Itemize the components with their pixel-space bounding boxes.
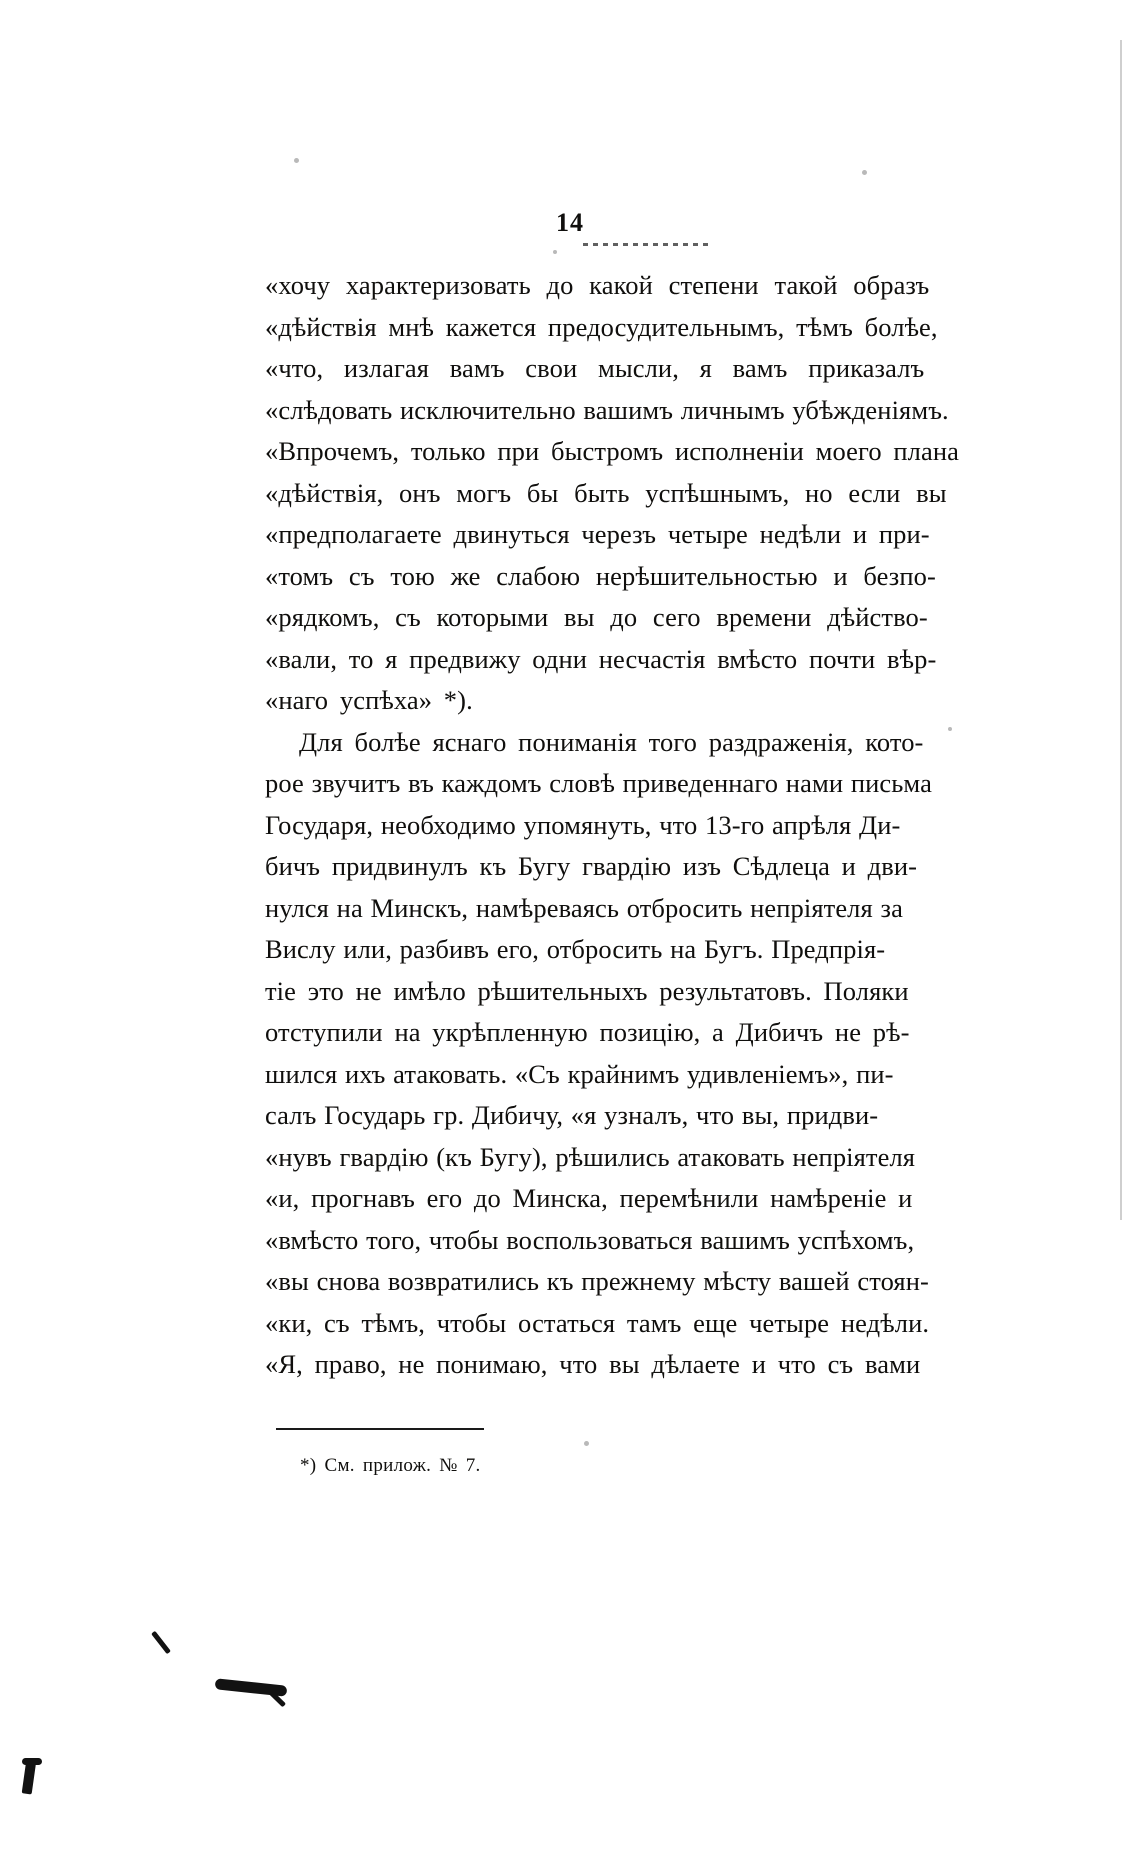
text-line: «томъ съ тою же слабою нерѣшительностью и безпо- xyxy=(265,560,936,591)
scan-smudge xyxy=(151,1631,171,1655)
text-line: «предполагаете двинуться черезъ четыре недѣли и при- xyxy=(265,519,930,549)
text-line: «дѣйствія мнѣ кажется предосудительнымъ, тѣмъ болѣе, xyxy=(265,311,938,342)
text-line: «слѣдовать исключительно вашимъ личнымъ убѣжденіямъ. xyxy=(265,394,949,425)
text-line: «вали, то я предвижу одни несчастія вмѣсто почти вѣр- xyxy=(265,643,937,674)
text-line: «и, прогнавъ его до Минска, перемѣнили намѣреніе и xyxy=(265,1183,913,1213)
text-line: «наго успѣха» *). xyxy=(265,685,473,715)
text-line: «дѣйствія, онъ могъ бы быть успѣшнымъ, но если вы xyxy=(265,477,947,508)
footnote-text: *) См. прилож. № 7. xyxy=(300,1455,481,1476)
scan-speck xyxy=(584,1441,589,1446)
text-line: «хочу характеризовать до какой степени такой образъ xyxy=(265,270,930,300)
text-line: «что, излагая вамъ свои мысли, я вамъ приказалъ xyxy=(265,353,925,383)
footnote-separator xyxy=(276,1428,484,1430)
text-line: «Я, право, не понимаю, что вы дѣлаете и что съ вами xyxy=(265,1349,921,1379)
text-line: отступили на укрѣпленную позицію, а Дибичъ не рѣ- xyxy=(265,1017,910,1047)
text-line: тіе это не имѣло рѣшительныхъ результатовъ. Поляки xyxy=(265,975,909,1006)
text-line: «рядкомъ, съ которыми вы до сего времени дѣйство- xyxy=(265,602,928,632)
text-line: рое звучитъ въ каждомъ словѣ приведеннаго нами письма xyxy=(265,768,932,798)
scan-speck xyxy=(862,170,867,175)
text-line: «вы снова возвратились къ прежнему мѣсту вашей стоян- xyxy=(265,1266,929,1296)
scan-speck xyxy=(294,158,299,163)
text-line: бичъ придвинулъ къ Бугу гвардію изъ Сѣдлеца и дви- xyxy=(265,851,918,881)
page-number-underline xyxy=(583,243,713,246)
text-line: нулся на Минскъ, намѣреваясь отбросить непріятеля за xyxy=(265,892,903,923)
text-line: Для болѣе яснаго пониманія того раздраженія, кото- xyxy=(299,726,924,757)
text-line: Вислу или, разбивъ его, отбросить на Бугъ. Предпрія- xyxy=(265,934,886,964)
body-text xyxy=(265,265,1055,1386)
text-line: «вмѣсто того, чтобы воспользоваться вашимъ успѣхомъ, xyxy=(265,1224,915,1255)
text-line: Государя, необходимо упомянуть, что 13-го апрѣля Ди- xyxy=(265,809,901,840)
text-line: салъ Государь гр. Дибичу, «я узналъ, что вы, придви- xyxy=(265,1100,879,1130)
scan-speck xyxy=(553,250,557,254)
page-number: 14 xyxy=(556,208,584,237)
text-line: «ки, съ тѣмъ, чтобы остаться тамъ еще четыре недѣли. xyxy=(265,1307,930,1338)
text-line: «нувъ гвардію (къ Бугу), рѣшились атаковать непріятеля xyxy=(265,1141,916,1172)
text-line: шился ихъ атаковать. «Съ крайнимъ удивленіемъ», пи- xyxy=(265,1058,894,1089)
text-line: «Впрочемъ, только при быстромъ исполненіи моего плана xyxy=(265,436,960,466)
scan-smudge xyxy=(22,1758,42,1765)
